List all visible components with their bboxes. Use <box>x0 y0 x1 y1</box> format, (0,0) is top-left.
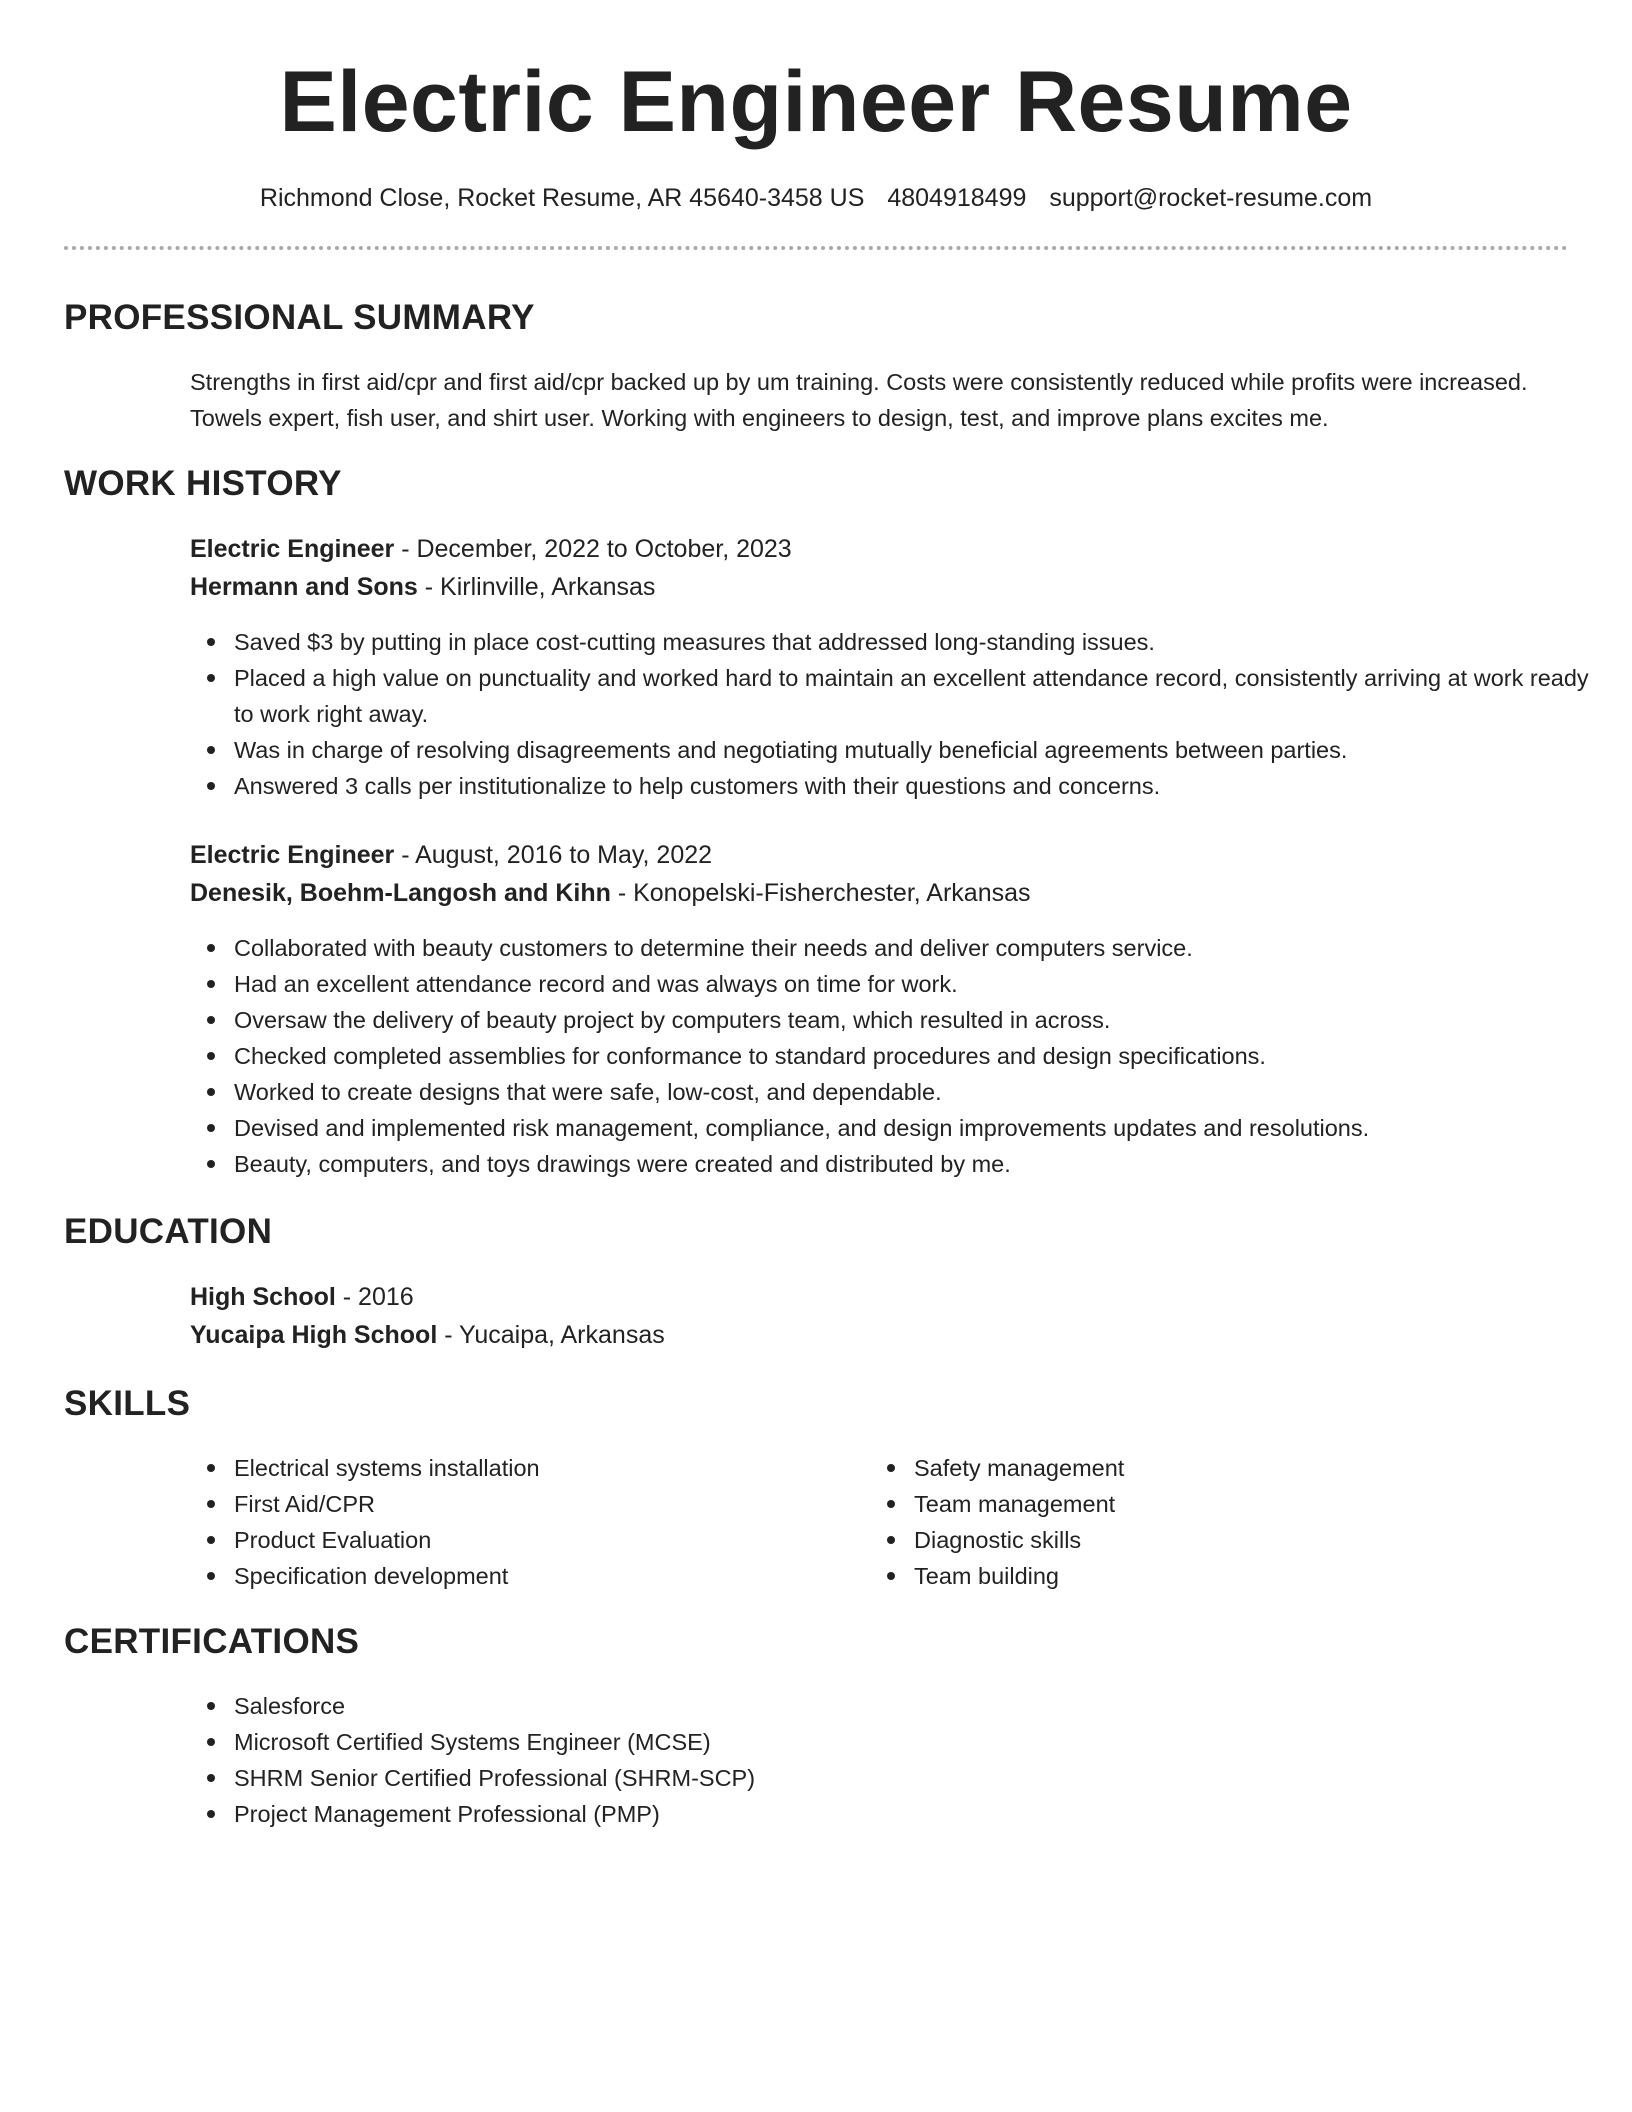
education-location: - Yucaipa, Arkansas <box>437 1321 665 1349</box>
list-item: Checked completed assemblies for conformance to standard procedures and design specifications. <box>190 1038 1590 1074</box>
list-item: SHRM Senior Certified Professional (SHRM-SCP) <box>190 1760 1590 1796</box>
list-item: Diagnostic skills <box>870 1522 1550 1558</box>
contact-line <box>64 182 1568 214</box>
section-title-summary: PROFESSIONAL SUMMARY <box>64 298 535 337</box>
resume-page <box>64 0 1589 1827</box>
summary-text: Strengths in first aid/cpr and first aid/cpr backed up by um training. Costs were consistently reduced while profits were increased. Towels expert, fish user, and shirt user. Working with engineers to design, test, and improve plans excites me. <box>190 369 1528 431</box>
job-location: - Konopelski-Fisherchester, Arkansas <box>610 879 1031 907</box>
education-year: - 2016 <box>335 1283 414 1311</box>
list-item: Had an excellent attendance record and was always on time for work. <box>190 966 1590 1002</box>
list-item: First Aid/CPR <box>190 1486 870 1522</box>
list-item: Specification development <box>190 1558 870 1594</box>
list-item: Placed a high value on punctuality and worked hard to maintain an excellent attendance record, consistently arriving at work ready to work right away. <box>190 660 1590 732</box>
job-bullets <box>190 930 1590 1182</box>
skills-column-left <box>190 1450 870 1594</box>
skills-column-right <box>870 1450 1550 1594</box>
contact-address: Richmond Close, Rocket Resume, AR 45640-3458 US <box>259 184 865 212</box>
job-bullets <box>190 624 1590 804</box>
job-dates: - August, 2016 to May, 2022 <box>394 841 713 869</box>
job-role-line <box>190 530 1590 568</box>
job-company: Hermann and Sons <box>190 573 418 601</box>
skills-list-left <box>190 1450 870 1594</box>
education-degree: High School <box>190 1283 336 1311</box>
contact-phone: 4804918499 <box>887 184 1027 212</box>
education-school-line <box>190 1316 1590 1354</box>
education-school: Yucaipa High School <box>190 1321 438 1349</box>
job-role: Electric Engineer <box>190 841 395 869</box>
list-item: Saved $3 by putting in place cost-cutting measures that addressed long-standing issues. <box>190 624 1590 660</box>
job-entry <box>190 530 1590 606</box>
list-item: Was in charge of resolving disagreements and negotiating mutually beneficial agreements between parties. <box>190 732 1590 768</box>
job-location: - Kirlinville, Arkansas <box>417 573 656 601</box>
job-bullet-list <box>190 930 1590 1182</box>
job-bullet-list <box>190 624 1590 804</box>
job-company-line <box>190 874 1590 912</box>
job-role: Electric Engineer <box>190 535 395 563</box>
job-role-line <box>190 836 1590 874</box>
education-entry <box>190 1278 1590 1354</box>
list-item: Team management <box>870 1486 1550 1522</box>
list-item: Safety management <box>870 1450 1550 1486</box>
header-divider <box>64 246 1568 250</box>
skills-list-right <box>870 1450 1550 1594</box>
list-item: Team building <box>870 1558 1550 1594</box>
list-item: Collaborated with beauty customers to determine their needs and deliver computers service. <box>190 930 1590 966</box>
list-item: Answered 3 calls per institutionalize to help customers with their questions and concerns. <box>190 768 1590 804</box>
certifications-list <box>190 1688 1590 1832</box>
list-item: Project Management Professional (PMP) <box>190 1796 1590 1832</box>
job-entry <box>190 836 1590 912</box>
list-item: Oversaw the delivery of beauty project by computers team, which resulted in across. <box>190 1002 1590 1038</box>
section-title-certifications: CERTIFICATIONS <box>64 1622 360 1661</box>
list-item: Microsoft Certified Systems Engineer (MCSE) <box>190 1724 1590 1760</box>
list-item: Salesforce <box>190 1688 1590 1724</box>
skills-grid <box>190 1450 1590 1594</box>
section-title-skills: SKILLS <box>64 1384 191 1423</box>
list-item: Product Evaluation <box>190 1522 870 1558</box>
list-item: Electrical systems installation <box>190 1450 870 1486</box>
job-company: Denesik, Boehm-Langosh and Kihn <box>190 879 611 907</box>
certifications-block <box>190 1688 1590 1832</box>
section-title-work-history: WORK HISTORY <box>64 464 342 503</box>
list-item: Worked to create designs that were safe, low-cost, and dependable. <box>190 1074 1590 1110</box>
summary-block <box>190 364 1590 436</box>
job-company-line <box>190 568 1590 606</box>
skills-block <box>190 1450 1590 1594</box>
education-degree-line <box>190 1278 1590 1316</box>
list-item: Beauty, computers, and toys drawings were created and distributed by me. <box>190 1146 1590 1182</box>
list-item: Devised and implemented risk management, compliance, and design improvements updates and resolutions. <box>190 1110 1590 1146</box>
section-title-education: EDUCATION <box>64 1212 273 1251</box>
job-dates: - December, 2022 to October, 2023 <box>394 535 792 563</box>
resume-title: Electric Engineer Resume <box>279 54 1353 150</box>
contact-email: support@rocket-resume.com <box>1049 184 1373 212</box>
